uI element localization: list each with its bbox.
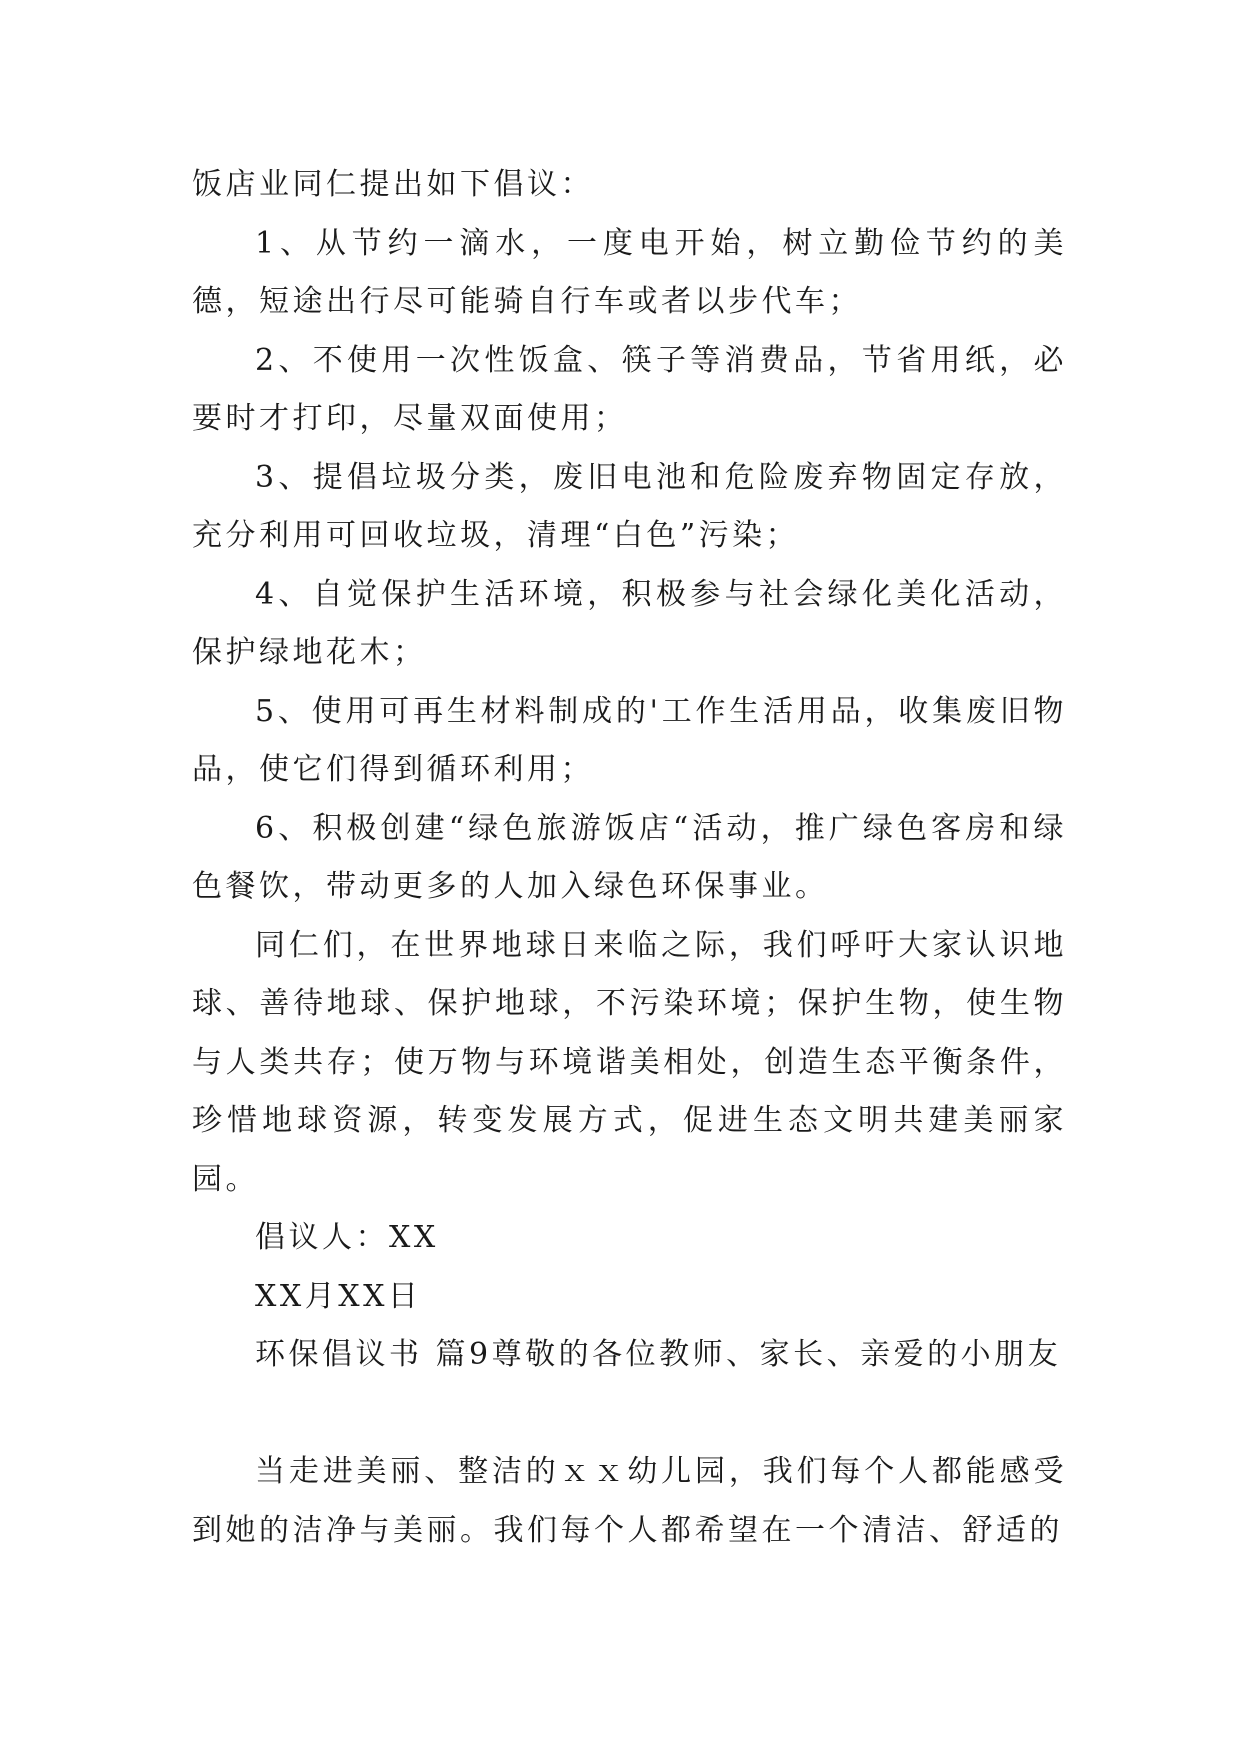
paragraph-item-5: 5、使用可再生材料制成的'工作生活用品，收集废旧物品，使它们得到循环利用； <box>192 693 1067 787</box>
paragraph-item-3: 3、提倡垃圾分类，废旧电池和危险废弃物固定存放，充分利用可回收垃圾，清理“白色”污染； <box>192 459 1067 553</box>
paragraph-item-2: 2、不使用一次性饭盒、筷子等消费品，节省用纸，必要时才打印，尽量双面使用； <box>192 342 1067 436</box>
date-line: XX月XX日 <box>255 1278 422 1314</box>
paragraph-intro: 饭店业同仁提出如下倡议： <box>192 167 594 202</box>
signature-line: 倡议人：XX <box>255 1220 439 1255</box>
paragraph-kindergarten: 当走进美丽、整洁的ｘｘ幼儿园，我们每个人都能感受到她的洁净与美丽。我们每个人都希望在一个清洁、舒适的 <box>192 1454 1067 1548</box>
paragraph-closing: 同仁们，在世界地球日来临之际，我们呼吁大家认识地球、善待地球、保护地球，不污染环境；保护生物，使生物与人类共存；使万物与环境谐美相处，创造生态平衡条件，珍惜地球资源，转变发展方式，促进生态文明共建美丽家园。 <box>192 927 1067 1197</box>
paragraph-item-6: 6、积极创建“绿色旅游饭店“活动，推广绿色客房和绿色餐饮，带动更多的人加入绿色环保事业。 <box>192 810 1067 904</box>
paragraph-item-4: 4、自觉保护生活环境，积极参与社会绿化美化活动，保护绿地花木； <box>192 576 1067 670</box>
document-body <box>192 156 1067 1560</box>
paragraph-item-1: 1、从节约一滴水，一度电开始，树立勤俭节约的美德，短途出行尽可能骑自行车或者以步代车； <box>192 225 1067 319</box>
blank-line <box>192 1385 1067 1444</box>
section-heading: 环保倡议书 篇9尊敬的各位教师、家长、亲爱的小朋友 <box>255 1337 1062 1372</box>
